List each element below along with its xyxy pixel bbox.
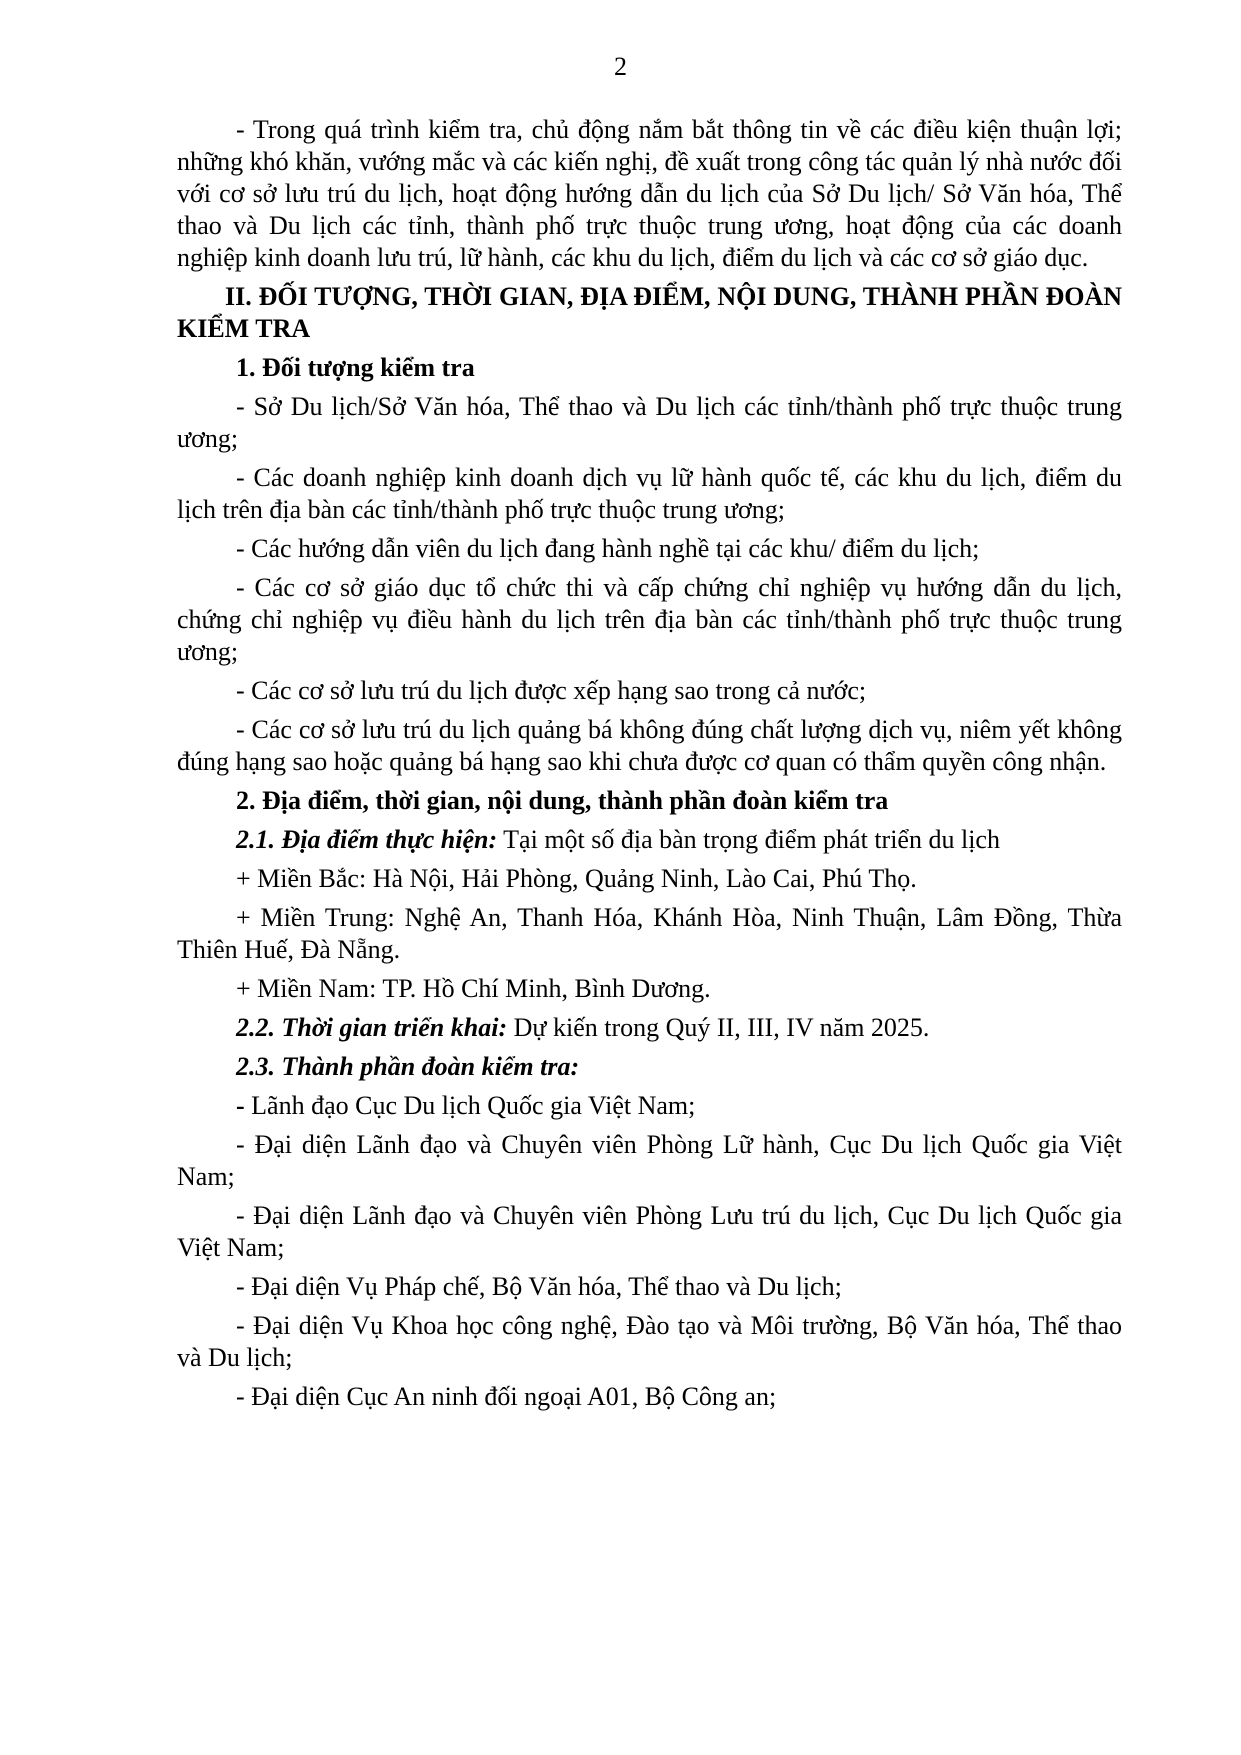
target-item: - Các doanh nghiệp kinh doanh dịch vụ lữ hành quốc tế, các khu du lịch, điểm du lịch trên địa bàn các tỉnh/thành phố trực thuộc trung ương; xyxy=(177,463,1122,524)
location-text: Tại một số địa bàn trọng điểm phát triển du lịch xyxy=(497,825,1000,854)
target-item: - Các hướng dẫn viên du lịch đang hành nghề tại các khu/ điểm du lịch; xyxy=(236,534,980,563)
location-paragraph xyxy=(177,824,1122,856)
member-item: - Đại diện Lãnh đạo và Chuyên viên Phòng Lưu trú du lịch, Cục Du lịch Quốc gia Việt Nam; xyxy=(177,1201,1122,1262)
page-number: 2 xyxy=(614,52,627,81)
member-item: - Đại diện Cục An ninh đối ngoại A01, Bộ Công an; xyxy=(236,1382,777,1411)
document-body xyxy=(177,114,1122,1413)
member-text: Lãnh đạo Cục Du lịch Quốc gia Việt Nam; xyxy=(244,1091,696,1120)
time-text: Dự kiến trong Quý II, III, IV năm 2025. xyxy=(507,1013,930,1042)
target-item: - Các cơ sở giáo dục tổ chức thi và cấp chứng chỉ nghiệp vụ hướng dẫn du lịch, chứng chỉ nghiệp vụ điều hành du lịch trên địa bàn các tỉnh/thành phố trực thuộc trung ương; xyxy=(177,573,1122,666)
member-item: - Đại diện Lãnh đạo và Chuyên viên Phòng Lữ hành, Cục Du lịch Quốc gia Việt Nam; xyxy=(177,1130,1122,1191)
target-item: - Các cơ sở lưu trú du lịch được xếp hạng sao trong cả nước; xyxy=(236,676,867,705)
time-label: 2.2. Thời gian triển khai: xyxy=(236,1013,508,1042)
region-item: + Miền Trung: Nghệ An, Thanh Hóa, Khánh Hòa, Ninh Thuận, Lâm Đồng, Thừa Thiên Huế, Đà Nẵng. xyxy=(177,903,1122,964)
region-item: + Miền Bắc: Hà Nội, Hải Phòng, Quảng Ninh, Lào Cai, Phú Thọ. xyxy=(236,864,917,893)
member-dash: - xyxy=(236,1091,245,1120)
member-item: - Đại diện Vụ Khoa học công nghệ, Đào tạo và Môi trường, Bộ Văn hóa, Thể thao và Du lịch; xyxy=(177,1311,1122,1372)
member-item: - Đại diện Vụ Pháp chế, Bộ Văn hóa, Thể thao và Du lịch; xyxy=(236,1272,842,1301)
subsection-2-heading: 2. Địa điểm, thời gian, nội dung, thành phần đoàn kiểm tra xyxy=(236,786,889,815)
subsection-1-heading: 1. Đối tượng kiểm tra xyxy=(236,353,475,382)
member-item xyxy=(177,1090,1122,1122)
target-item: - Các cơ sở lưu trú du lịch quảng bá không đúng chất lượng dịch vụ, niêm yết không đúng hạng sao hoặc quảng bá hạng sao khi chưa được cơ quan có thẩm quyền công nhận. xyxy=(177,715,1122,776)
region-item: + Miền Nam: TP. Hồ Chí Minh, Bình Dương. xyxy=(236,974,711,1003)
members-label: 2.3. Thành phần đoàn kiểm tra: xyxy=(236,1052,580,1081)
intro-paragraph: - Trong quá trình kiểm tra, chủ động nắm bắt thông tin về các điều kiện thuận lợi; những khó khăn, vướng mắc và các kiến nghị, đề xuất trong công tác quản lý nhà nước đối với cơ sở lưu trú du lịch, hoạt động hướng dẫn du lịch của Sở Du lịch/ Sở Văn hóa, Thể thao và Du lịch các tỉnh, thành phố trực thuộc trung ương, hoạt động của các doanh nghiệp kinh doanh lưu trú, lữ hành, các khu du lịch, điểm du lịch và các cơ sở giáo dục. xyxy=(177,115,1122,272)
time-paragraph xyxy=(177,1012,1122,1044)
section-ii-heading: II. ĐỐI TƯỢNG, THỜI GIAN, ĐỊA ĐIỂM, NỘI DUNG, THÀNH PHẦN ĐOÀN KIỂM TRA xyxy=(177,282,1122,343)
location-label: 2.1. Địa điểm thực hiện: xyxy=(236,825,498,854)
target-item: - Sở Du lịch/Sở Văn hóa, Thể thao và Du lịch các tỉnh/thành phố trực thuộc trung ương; xyxy=(177,392,1122,453)
